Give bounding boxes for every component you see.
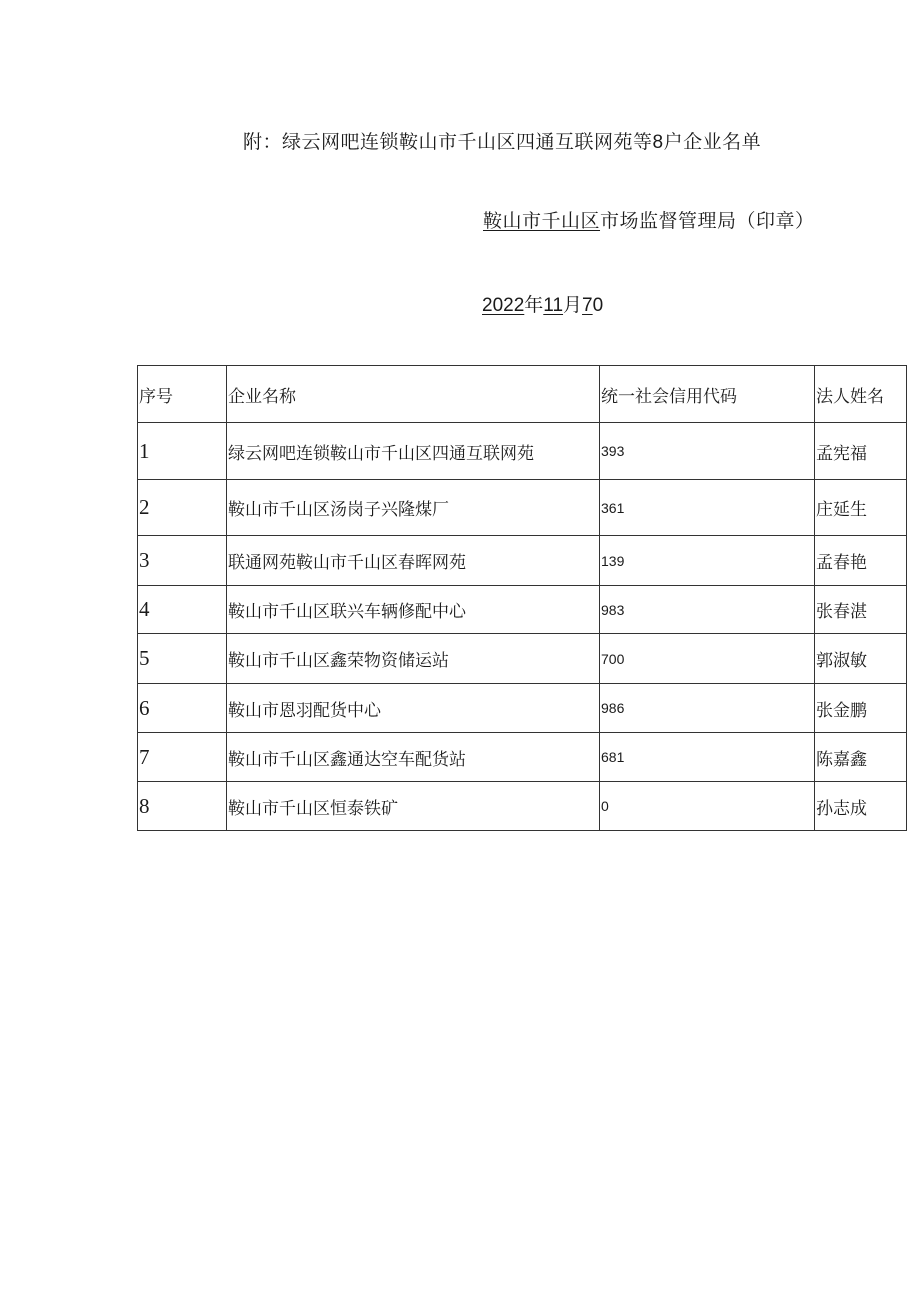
issuing-authority	[483, 206, 815, 233]
table-row	[138, 733, 907, 782]
row-enterprise-name: 联通网苑鞍山市千山区春晖网苑	[227, 536, 600, 586]
title-prefix: 附：绿云网吧连锁鞍山市千山区四通互联网苑等	[243, 131, 653, 153]
row-seq: 2	[138, 480, 227, 536]
row-enterprise-name: 鞍山市千山区鑫通达空车配货站	[227, 733, 600, 782]
table-row	[138, 536, 907, 586]
row-seq: 3	[138, 536, 227, 586]
row-seq: 7	[138, 733, 227, 782]
row-credit-code: 681	[600, 733, 815, 782]
date-month-unit: 月	[563, 294, 583, 316]
row-enterprise-name: 鞍山市恩羽配货中心	[227, 684, 600, 733]
issue-date	[482, 290, 603, 317]
authority-name: 市场监督管理局（印章）	[600, 210, 815, 232]
row-enterprise-name: 鞍山市千山区汤岗子兴隆煤厂	[227, 480, 600, 536]
date-month: 11	[543, 295, 564, 316]
table-row	[138, 684, 907, 733]
row-legal-person: 郭淑敏	[815, 634, 907, 684]
document-title	[243, 127, 761, 154]
title-count: 8	[652, 132, 664, 153]
table-row	[138, 423, 907, 480]
row-seq: 1	[138, 423, 227, 480]
row-credit-code: 139	[600, 536, 815, 586]
row-seq: 8	[138, 782, 227, 831]
row-enterprise-name: 鞍山市千山区鑫荣物资储运站	[227, 634, 600, 684]
date-day-second: 0	[592, 295, 604, 316]
header-name: 企业名称	[227, 366, 600, 423]
table-row	[138, 634, 907, 684]
row-legal-person: 张春湛	[815, 586, 907, 634]
row-legal-person: 孙志成	[815, 782, 907, 831]
row-enterprise-name: 鞍山市千山区恒泰铁矿	[227, 782, 600, 831]
header-seq: 序号	[138, 366, 227, 423]
header-legal-person: 法人姓名	[815, 366, 907, 423]
row-seq: 4	[138, 586, 227, 634]
table-row	[138, 782, 907, 831]
row-enterprise-name: 绿云网吧连锁鞍山市千山区四通互联网苑	[227, 423, 600, 480]
row-enterprise-name: 鞍山市千山区联兴车辆修配中心	[227, 586, 600, 634]
row-legal-person: 孟春艳	[815, 536, 907, 586]
row-credit-code: 0	[600, 782, 815, 831]
enterprise-table	[137, 365, 907, 831]
table-header-row	[138, 366, 907, 423]
date-year-unit: 年	[524, 294, 544, 316]
row-credit-code: 361	[600, 480, 815, 536]
row-credit-code: 986	[600, 684, 815, 733]
table-row	[138, 480, 907, 536]
row-legal-person: 张金鹏	[815, 684, 907, 733]
date-year: 2022	[482, 295, 525, 316]
header-credit-code: 统一社会信用代码	[600, 366, 815, 423]
title-suffix: 户企业名单	[663, 131, 762, 153]
date-day-first: 7	[582, 295, 593, 316]
row-seq: 5	[138, 634, 227, 684]
row-credit-code: 393	[600, 423, 815, 480]
row-legal-person: 庄延生	[815, 480, 907, 536]
row-credit-code: 700	[600, 634, 815, 684]
row-legal-person: 孟宪福	[815, 423, 907, 480]
row-credit-code: 983	[600, 586, 815, 634]
row-seq: 6	[138, 684, 227, 733]
table-row	[138, 586, 907, 634]
authority-district: 鞍山市千山区	[483, 210, 601, 232]
row-legal-person: 陈嘉鑫	[815, 733, 907, 782]
